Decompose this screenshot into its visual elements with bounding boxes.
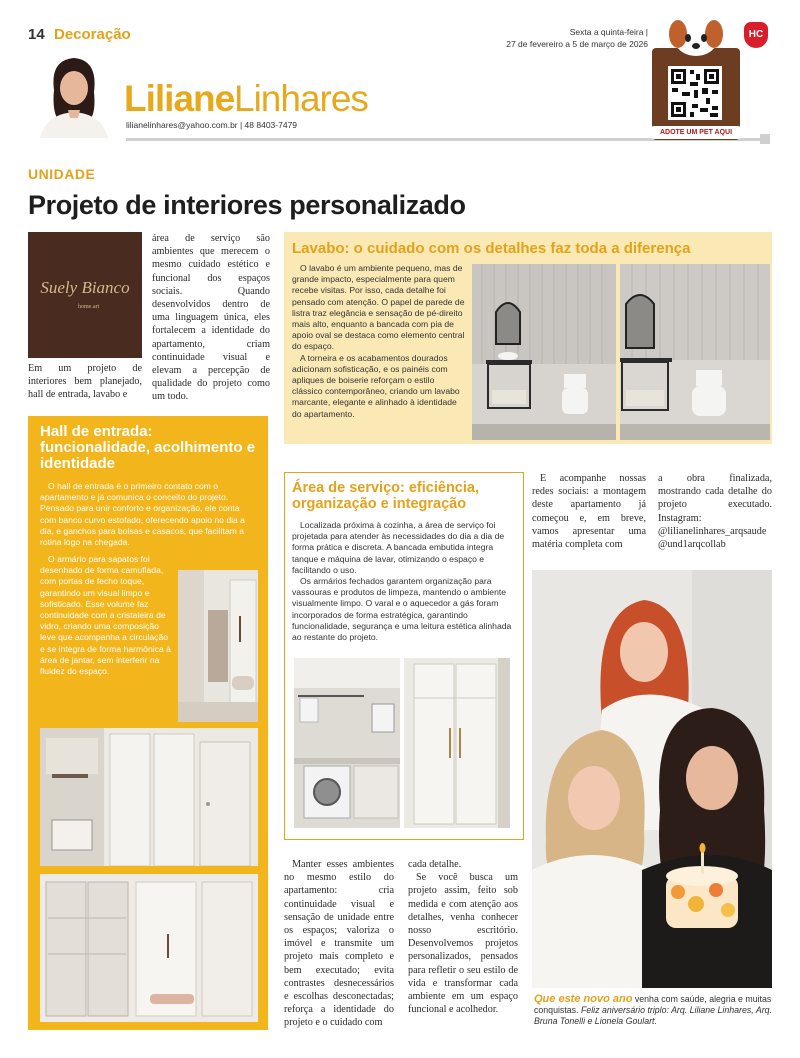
caption-lead: Que este novo ano <box>534 993 633 1005</box>
article-headline: Projeto de interiores personalizado <box>28 190 466 220</box>
hall-photo-corridor <box>178 570 258 722</box>
intro-text-part2: área de serviço são ambientes que merecem o mesmo cuidado estético e funcional dos espaços sociais. Quando desenvolvidos dentro de uma linguagem única, eles fortalecem a identidade do apartamento, criam continuidade visual e elevam a percepção de qualidade do projeto como um todo. <box>152 233 270 403</box>
header-rule-end <box>760 134 770 144</box>
social-text-part2: a obra finalizada, mostrando cada detalhe do projeto executado. Instagram: @lilianelinhares_arqsaude @und1arqcollab <box>658 473 772 551</box>
lavabo-photo-toilet <box>620 264 770 440</box>
lavabo-text <box>292 263 466 420</box>
service-area-photo-cabinets <box>404 658 510 828</box>
lavabo-paragraph-1: O lavabo é um ambiente pequeno, mas de grande impacto, especialmente para quem recebe visitas. Por isso, cada detalhe foi pensado com atenção. O papel de parede de listra traz elegância e sensação de pé-direito mais alto, enquanto a bancada com pia de apoio oval se destaca como elemento central do espaço. <box>292 263 465 352</box>
brand-sub: home.art <box>78 304 100 310</box>
brand-name: Suely Bianco <box>40 278 130 297</box>
architects-birthday-photo <box>532 570 772 988</box>
hall-title: Hall de entrada: funcionalidade, acolhimento e identidade <box>40 423 256 472</box>
conclusion-text-part2 <box>408 858 518 1016</box>
intro-text-part1: Em um projeto de interiores bem planejado, hall de entrada, lavabo e <box>28 363 142 401</box>
lavabo-photo-sink <box>472 264 616 440</box>
service-area-paragraph-2: Os armários fechados garantem organização para vassouras e produtos de limpeza, mantendo o ambiente visualmente limpo. O varal e o aquecedor a gás foram incorporados de forma estratégica, garantindo funcionalidade, segurança e uma leitura estética alinhada ao restante do projeto. <box>292 576 512 643</box>
conclusion-paragraph: Se você busca um projeto assim, feito sob medida e com atenção aos detalhes, venha conhecer nosso escritório. Desenvolvemos projetos personalizados, pensados para refletir o seu estilo de vida e transformar cada ambiente em um espaço funcional e acolhedor. <box>408 872 518 1016</box>
service-area-photo-laundry <box>294 658 400 828</box>
hall-paragraph-1: O hall de entrada é o primeiro contato com o apartamento e já comunica o conceito do projeto. Pensado para unir conforto e organização, ele conta com banco curvo estofado, oferecendo apoio no dia a dia, e ganchos para bolsas e casacos, que facilitam a rotina logo na chegada. <box>40 481 245 548</box>
hall-photo-glass-cabinet <box>40 874 258 1022</box>
brand-logo <box>28 232 142 358</box>
author-last-name: Linhares <box>234 78 368 119</box>
caption-text-2: Feliz aniversário triplo: Arq. Liliane Linhares, Arq. Bruna Tonelli e Lionela Goulart. <box>534 1005 772 1026</box>
hc-logo: HC <box>744 22 768 48</box>
photo-caption <box>534 994 772 1027</box>
service-area-title: Área de serviço: eficiência, organização e integração <box>292 480 479 512</box>
adopt-pet-label: ADOTE UM PET AQUI <box>648 126 744 139</box>
conclusion-text-part1: Manter esses ambientes no mesmo estilo do apartamento: cria continuidade visual e sensação de unidade entre os espaços; valoriza o imóvel e transmite um projeto mais completo e bem executado; evita contrastes desnecessários e escolhas desconectadas; reforça a identidade do projeto e o cuidado com <box>284 859 394 1029</box>
date-line-1: Sexta a quinta-feira | <box>569 27 648 37</box>
service-area-text <box>292 520 516 643</box>
hall-paragraph-2: O armário para sapatos foi desenhado de forma camuflada, com portas de fecho toque, garantindo um visual limpo e sofisticado. Esse volume faz continuidade com a cristaleira de vidro, criando uma composição leve que acompanha a circulação e se integra de forma harmônica à área de jantar, sem interferir na fluidez do espaço. <box>40 554 171 677</box>
social-text-part1: E acompanhe nossas redes sociais: a montagem deste apartamento já começou e, em breve, vamos apresentar uma matéria completa com <box>532 473 646 551</box>
lavabo-paragraph-2: A torneira e os acabamentos dourados adicionam sofisticação, e os painéis com apliques de boiserie reforçam o estilo clássico contemporâneo, criando um lavabo marcante, elegante e alinhado à identidade do apartamento. <box>292 352 460 419</box>
caption-text-1: venha com saúde, alegria e muitas conquistas. <box>534 994 772 1015</box>
page-number: 14 <box>28 26 45 43</box>
lavabo-title: Lavabo: o cuidado com os detalhes faz toda a diferença <box>292 240 691 257</box>
author-first-name: Liliane <box>124 78 235 119</box>
article-kicker: UNIDADE <box>28 166 96 182</box>
author-contact: lilianelinhares@yahoo.com.br | 48 8403-7479 <box>126 120 298 130</box>
edition-dates <box>506 26 648 50</box>
hall-photo-cabinet <box>40 728 258 866</box>
service-area-paragraph-1: Localizada próxima à cozinha, a área de serviço foi projetada para atender às necessidades do dia a dia de forma prática e discreta. A bancada embutida integra tanque e máquina de lavar, otimizando o espaço e facilitando o uso. <box>292 520 505 575</box>
author-portrait <box>32 50 114 138</box>
date-line-2: 27 de fevereiro a 5 de março de 2026 <box>506 39 648 49</box>
conclusion-line: cada detalhe. <box>408 859 462 870</box>
section-title: Decoração <box>54 26 131 43</box>
qr-code[interactable] <box>668 66 722 120</box>
